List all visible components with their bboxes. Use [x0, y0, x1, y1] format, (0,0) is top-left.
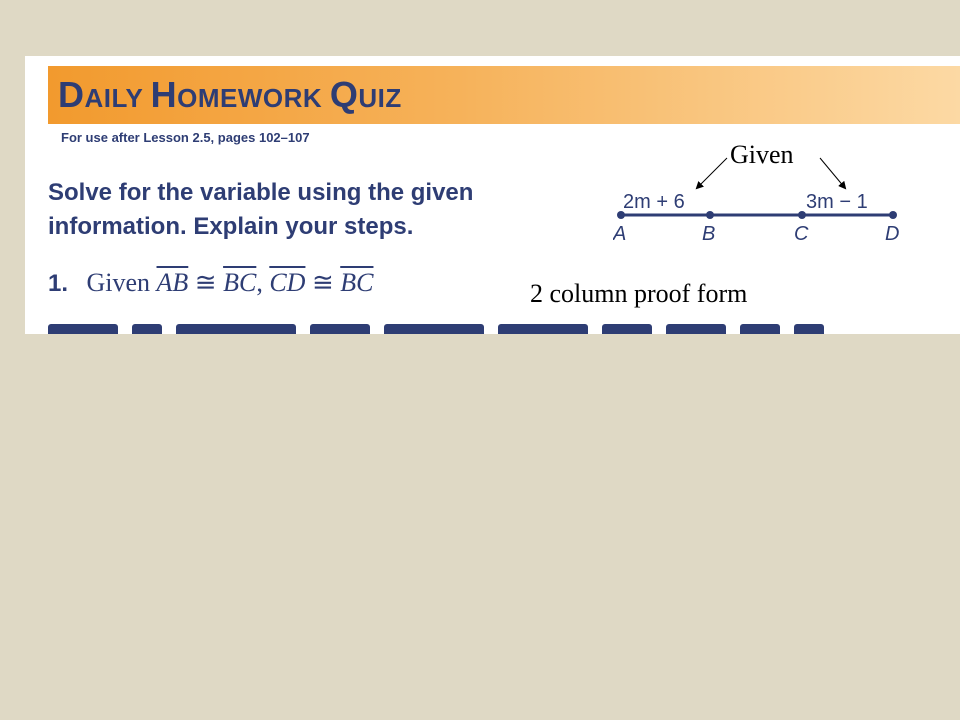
proof-form-annotation: 2 column proof form [530, 279, 748, 308]
cropped-text-line [48, 322, 838, 334]
title-initial: H [150, 74, 178, 115]
arrow-to-ab [697, 158, 727, 188]
point-label-d: D [885, 223, 900, 245]
congruent-symbol: ≅ [311, 268, 334, 297]
segment-label-ab: 2m + 6 [623, 191, 685, 213]
annotation-arrows [685, 156, 855, 196]
segment-bc-2: $\overline{BC}$ [340, 268, 374, 297]
slide-panel [25, 56, 960, 334]
given-annotation: Given [730, 140, 794, 169]
problem-number: 1. [48, 270, 69, 297]
segment-cd: $\overline{CD}$ [269, 268, 306, 297]
point-c [798, 211, 806, 219]
segment-bc: $\overline{BC}$ [223, 268, 257, 297]
point-a [617, 211, 625, 219]
point-label-c: C [794, 223, 809, 245]
segment-ab: $\overline{AB}$ [156, 268, 189, 297]
title-rest: UIZ [358, 83, 402, 113]
quiz-title [58, 74, 402, 116]
title-rest: AILY [84, 83, 151, 113]
arrow-to-cd [820, 158, 845, 188]
quiz-banner [48, 66, 960, 124]
title-initial: Q [329, 74, 359, 115]
comma: , [256, 268, 263, 297]
title-initial: D [58, 74, 85, 115]
instructions: Solve for the variable using the given information. Explain your steps. [48, 179, 474, 240]
point-d [889, 211, 897, 219]
problem-statement [86, 268, 373, 297]
point-label-b: B [702, 223, 716, 245]
title-rest: OMEWORK [177, 83, 330, 113]
lesson-reference: For use after Lesson 2.5, pages 102–107 [61, 130, 310, 145]
point-b [706, 211, 714, 219]
given-word: Given [86, 268, 151, 297]
segment-label-cd: 3m − 1 [806, 191, 868, 213]
congruent-symbol: ≅ [194, 268, 217, 297]
point-label-a: A [613, 223, 627, 245]
problem-1 [48, 268, 373, 298]
